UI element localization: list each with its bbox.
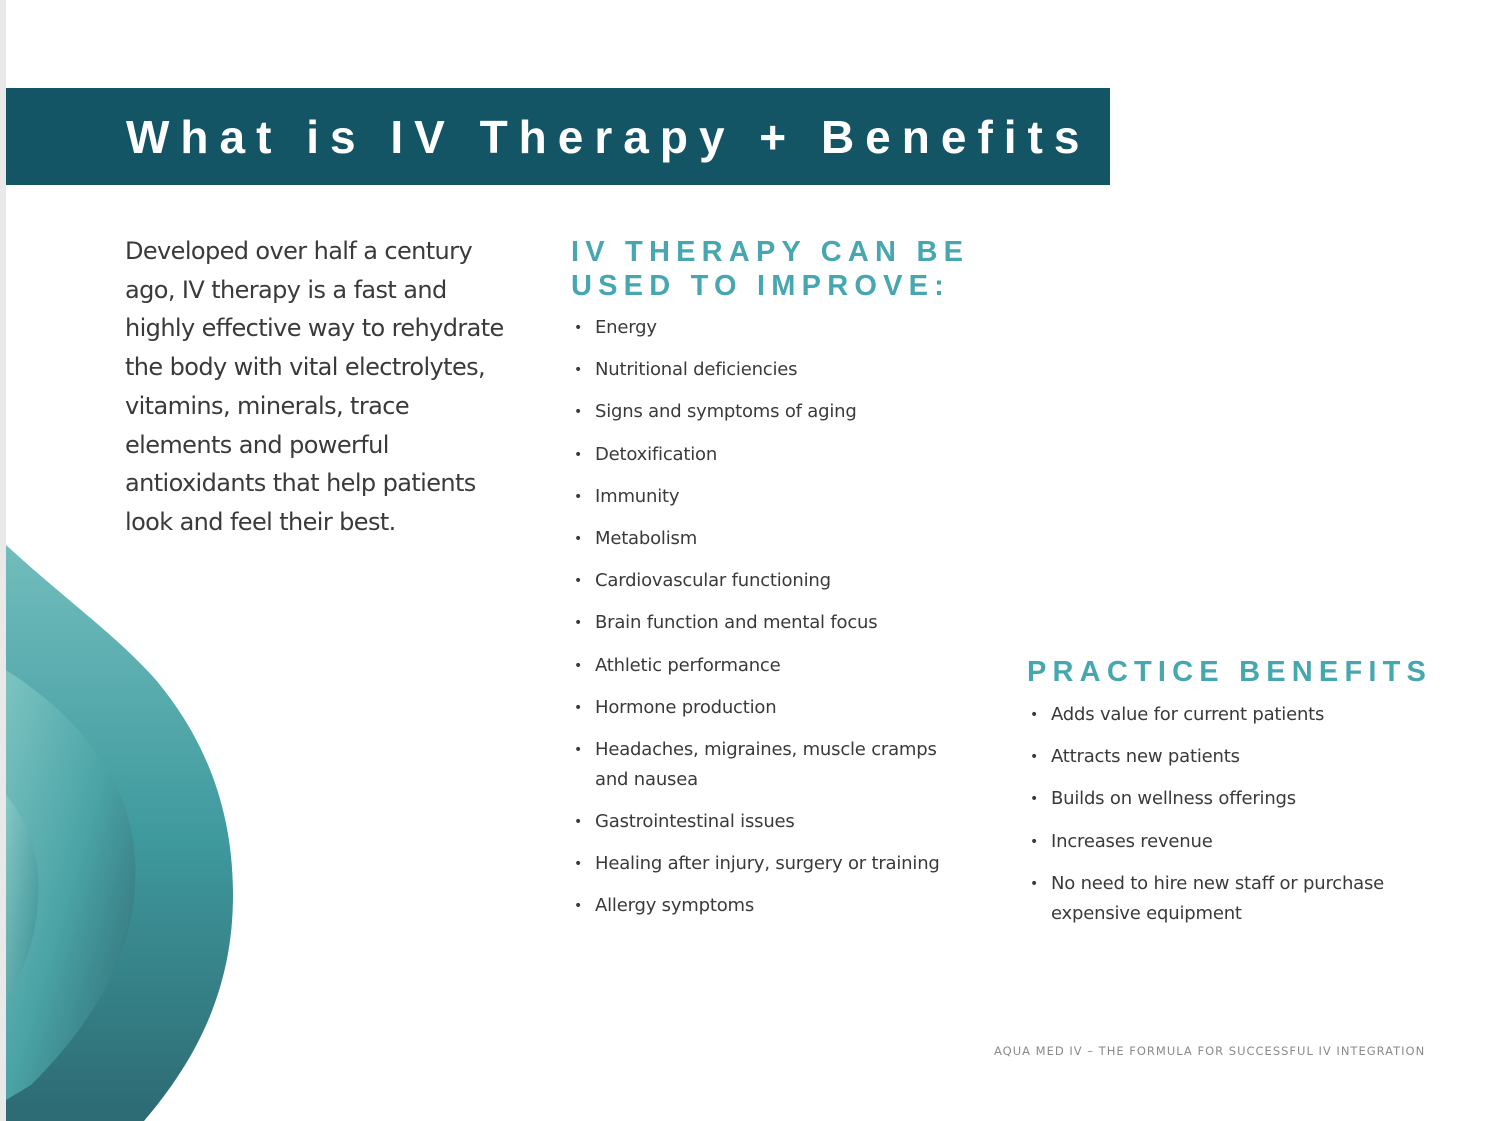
bullet-icon: •	[574, 856, 583, 873]
bullet-icon: •	[574, 362, 583, 379]
bullet-icon: •	[574, 814, 583, 831]
bullet-icon: •	[574, 615, 583, 632]
bullet-icon: •	[574, 488, 583, 505]
bullet-icon: •	[1030, 833, 1039, 850]
list-item: • Detoxification	[571, 440, 951, 470]
bullet-icon: •	[574, 404, 583, 421]
benefits-heading: PRACTICE BENEFITS	[1027, 656, 1433, 688]
list-item: • Athletic performance	[571, 651, 951, 681]
list-item: • Builds on wellness offerings	[1027, 784, 1407, 814]
footer-text: AQUA MED IV – THE FORMULA FOR SUCCESSFUL IV INTEGRATION	[994, 1044, 1426, 1058]
list-item: • Adds value for current patients	[1027, 700, 1407, 730]
uses-heading-line2: USED TO IMPROVE:	[571, 270, 951, 302]
bullet-icon: •	[1030, 875, 1039, 892]
water-drop-graphic	[6, 540, 246, 1121]
bullet-icon: •	[1030, 791, 1039, 808]
list-item: • Headaches, migraines, muscle cramps and nausea	[571, 735, 951, 795]
uses-heading-line1: IV THERAPY CAN BE	[571, 236, 970, 268]
list-item: • Metabolism	[571, 524, 951, 554]
intro-paragraph: Developed over half a century ago, IV therapy is a fast and highly effective way to rehydrate the body with vital electrolytes, vitamins, minerals, trace elements and powerful antioxidants that help patients look and feel their best.	[125, 237, 504, 536]
page-title: What is IV Therapy + Benefits	[126, 111, 1091, 163]
title-banner	[6, 88, 1110, 185]
bullet-icon: •	[574, 898, 583, 915]
bullet-icon: •	[574, 320, 583, 336]
bullet-icon: •	[574, 573, 583, 590]
benefits-list	[1027, 700, 1407, 941]
list-item: • Brain function and mental focus	[571, 608, 951, 638]
list-item: • Nutritional deficiencies	[571, 355, 951, 385]
list-item: • Immunity	[571, 482, 951, 512]
list-item: • Signs and symptoms of aging	[571, 397, 951, 427]
bullet-icon: •	[574, 530, 583, 547]
list-item: • Cardiovascular functioning	[571, 566, 951, 596]
bullet-icon: •	[1030, 707, 1039, 723]
uses-list	[571, 313, 951, 934]
uses-heading	[571, 235, 969, 303]
list-item: • Attracts new patients	[1027, 742, 1407, 772]
bullet-icon: •	[574, 699, 583, 716]
bullet-icon: •	[574, 657, 583, 674]
bullet-icon: •	[574, 446, 583, 463]
bullet-icon: •	[1030, 749, 1039, 766]
list-item: • Healing after injury, surgery or training	[571, 849, 951, 879]
list-item: • Allergy symptoms	[571, 891, 951, 921]
list-item: • Energy	[571, 313, 951, 343]
list-item: • Gastrointestinal issues	[571, 807, 951, 837]
list-item: • No need to hire new staff or purchase expensive equipment	[1027, 869, 1407, 929]
list-item: • Increases revenue	[1027, 827, 1407, 857]
list-item: • Hormone production	[571, 693, 951, 723]
bullet-icon: •	[574, 741, 583, 758]
